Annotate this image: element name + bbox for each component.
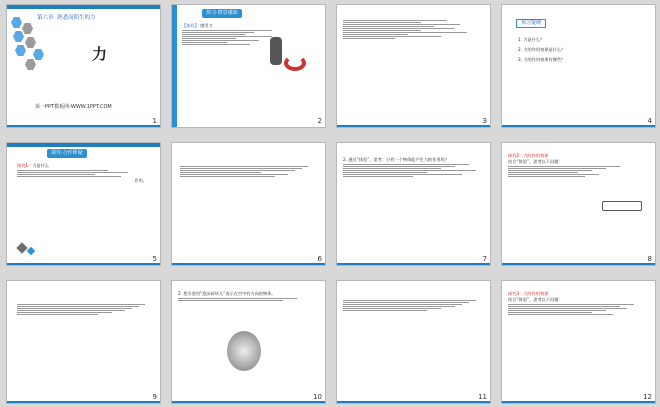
slide-bottom-bar bbox=[337, 401, 490, 403]
section-header: 预习·情景感知 bbox=[202, 9, 242, 18]
slide-number: 7 bbox=[482, 255, 487, 263]
slide-heading: 2. 通过“体验”，思考：只有一个物体能产生力的作用吗？ bbox=[343, 157, 449, 162]
hex-icon bbox=[11, 17, 22, 28]
slide-thumbnail-5[interactable] bbox=[6, 142, 161, 266]
slide-thumbnail-11[interactable] bbox=[336, 280, 491, 404]
slide-number: 1 bbox=[152, 117, 157, 125]
slide-thumbnail-7[interactable] bbox=[336, 142, 491, 266]
slide-thumbnail-8[interactable] bbox=[501, 142, 656, 266]
slide-top-bar bbox=[7, 5, 160, 9]
slide-number: 4 bbox=[647, 117, 652, 125]
slide-grid bbox=[6, 4, 656, 404]
section-header: 预习提纲 bbox=[516, 19, 546, 28]
hex-icon bbox=[13, 31, 24, 42]
slide-number: 12 bbox=[643, 393, 652, 401]
footer-text: 第一PPT模板网-WWW.1PPT.COM bbox=[35, 104, 112, 110]
slide-body bbox=[343, 19, 473, 40]
slide-number: 11 bbox=[478, 393, 487, 401]
slide-thumbnail-12[interactable] bbox=[501, 280, 656, 404]
hex-icon bbox=[25, 59, 36, 70]
slide-thumbnail-2[interactable] bbox=[171, 4, 326, 128]
slide-thumbnail-4[interactable] bbox=[501, 4, 656, 128]
slide-thumbnail-1[interactable] bbox=[6, 4, 161, 128]
slide-body: 探究3：力的作用效果 结合“体验”，思考以下问题： bbox=[508, 291, 648, 316]
slide-body bbox=[343, 299, 483, 312]
slide-body bbox=[178, 291, 318, 302]
slide-body: 探究1：力是什么 作用。 bbox=[17, 163, 147, 183]
slide-number: 9 bbox=[152, 393, 157, 401]
slide-bottom-bar bbox=[7, 125, 160, 127]
slide-thumbnail-6[interactable] bbox=[171, 142, 326, 266]
chapter-label: 第六章 熟悉而陌生的力 bbox=[37, 15, 96, 21]
magnet-illustration bbox=[284, 55, 306, 71]
slide-bottom-bar bbox=[7, 263, 160, 265]
slide-body bbox=[180, 165, 315, 178]
slide-bottom-bar bbox=[337, 263, 490, 265]
slide-bottom-bar bbox=[172, 401, 325, 403]
question-2: 2. 力的作用效果是什么？ bbox=[518, 47, 566, 52]
slide-number: 5 bbox=[152, 255, 157, 263]
section-header: 探究·合作释疑 bbox=[47, 149, 87, 158]
slide-body: 探究2：力的作用效果 结合“体验”，思考以下问题： bbox=[508, 153, 648, 178]
slide-number: 3 bbox=[482, 117, 487, 125]
slide-bottom-bar bbox=[502, 263, 655, 265]
spring-illustration bbox=[602, 201, 642, 211]
hex-icon bbox=[33, 49, 44, 60]
hex-icon bbox=[22, 23, 33, 34]
slide-body: 【体验】 感受力 bbox=[182, 23, 272, 46]
slide-number: 2 bbox=[317, 117, 322, 125]
slide-thumbnail-3[interactable] bbox=[336, 4, 491, 128]
slide-bottom-bar bbox=[172, 263, 325, 265]
slide-thumbnail-10[interactable] bbox=[171, 280, 326, 404]
slide-body bbox=[343, 157, 483, 178]
slide-bottom-bar bbox=[7, 401, 160, 403]
slide-number: 8 bbox=[647, 255, 652, 263]
ball-illustration bbox=[227, 331, 261, 371]
question-1: 1. 力是什么？ bbox=[518, 37, 545, 42]
slide-bottom-bar bbox=[337, 125, 490, 127]
slide-bottom-bar bbox=[502, 401, 655, 403]
slide-body bbox=[17, 303, 152, 316]
slide-title: 力 bbox=[92, 45, 108, 63]
hex-cluster bbox=[11, 17, 49, 77]
slide-heading: 探究3：力的作用效果 bbox=[508, 291, 549, 296]
hex-icon bbox=[15, 45, 26, 56]
slide-bottom-bar bbox=[502, 125, 655, 127]
slide-number: 10 bbox=[313, 393, 322, 401]
question-3: 3. 力的作用效果有哪些？ bbox=[518, 57, 566, 62]
slide-top-bar bbox=[7, 143, 160, 147]
slide-number: 6 bbox=[317, 255, 322, 263]
hex-icon bbox=[25, 37, 36, 48]
slide-body bbox=[518, 35, 638, 65]
slide-thumbnail-9[interactable] bbox=[6, 280, 161, 404]
left-accent-bar bbox=[172, 5, 177, 128]
slide-heading: 探究2：力的作用效果 bbox=[508, 153, 549, 158]
slide-heading: 2. 想引进用“泡沫砖块儿”表示在空中有方向的物体。 bbox=[178, 291, 276, 296]
figure-illustration bbox=[270, 37, 282, 65]
